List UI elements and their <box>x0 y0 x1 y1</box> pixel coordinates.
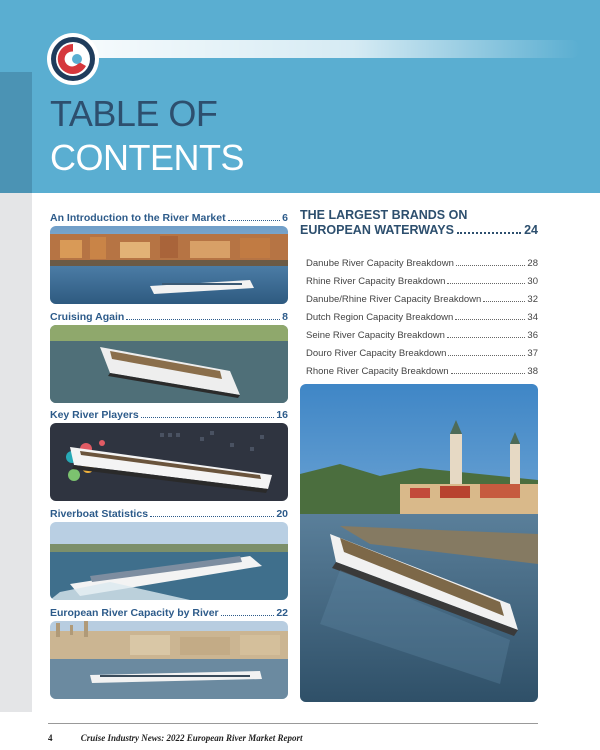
page-footer <box>48 733 303 743</box>
leader-dots <box>456 264 526 266</box>
toc-item-seine[interactable] <box>306 326 538 341</box>
leader-dots <box>457 231 521 234</box>
leader-dots <box>447 282 525 284</box>
toc-entry-label: Riverboat Statistics <box>50 508 149 520</box>
cruise-industry-news-logo-icon <box>46 32 100 86</box>
leader-dots <box>455 318 525 320</box>
toc-item-rhone[interactable] <box>306 362 538 377</box>
toc-entry-label: An Introduction to the River Market <box>50 212 226 224</box>
footer-publication: Cruise Industry News: 2022 European River Market Report <box>80 733 303 743</box>
toc-section-largest-brands[interactable] <box>300 208 538 238</box>
leader-dots <box>141 416 275 418</box>
footer-page-number: 4 <box>48 733 53 743</box>
toc-item-danube-rhine[interactable] <box>306 290 538 305</box>
section-page: 24 <box>524 223 538 237</box>
toc-entry-page: 8 <box>282 311 288 323</box>
left-margin-bar-accent <box>0 72 32 193</box>
toc-item-page: 32 <box>527 294 538 305</box>
toc-item-label: Seine River Capacity Breakdown <box>306 330 445 341</box>
photo-river-cruise-ship-wake <box>50 522 288 600</box>
toc-entry-page: 6 <box>282 212 288 224</box>
toc-item-label: Rhone River Capacity Breakdown <box>306 366 449 377</box>
page-title-line2: CONTENTS <box>50 137 244 178</box>
header-light-streak <box>80 40 580 58</box>
toc-entry-page: 16 <box>276 409 288 421</box>
toc-item-page: 38 <box>527 366 538 377</box>
toc-item-danube[interactable] <box>306 254 538 269</box>
section-title-line2: EUROPEAN WATERWAYS <box>300 223 454 237</box>
toc-item-rhine[interactable] <box>306 272 538 287</box>
toc-item-dutch-region[interactable] <box>306 308 538 323</box>
page-title-line1: TABLE OF <box>50 93 218 134</box>
toc-entry-european-river-capacity[interactable] <box>50 603 288 619</box>
toc-item-douro[interactable] <box>306 344 538 359</box>
toc-entry-introduction[interactable] <box>50 208 288 224</box>
footer-rule <box>48 723 538 724</box>
leader-dots <box>451 372 526 374</box>
leader-dots <box>150 515 274 517</box>
toc-entry-label: European River Capacity by River <box>50 607 219 619</box>
leader-dots <box>448 354 525 356</box>
toc-item-page: 30 <box>527 276 538 287</box>
toc-entry-label: Cruising Again <box>50 311 125 323</box>
section-title-line1: THE LARGEST BRANDS ON <box>300 208 468 222</box>
toc-item-page: 36 <box>527 330 538 341</box>
photo-river-cruise-ship <box>50 325 288 403</box>
toc-item-label: Dutch Region Capacity Breakdown <box>306 312 454 323</box>
toc-entry-label: Key River Players <box>50 409 139 421</box>
toc-entry-riverboat-statistics[interactable] <box>50 504 288 520</box>
toc-entry-cruising-again[interactable] <box>50 307 288 323</box>
leader-dots <box>126 318 280 320</box>
toc-item-page: 37 <box>527 348 538 359</box>
toc-item-page: 34 <box>527 312 538 323</box>
toc-entry-key-river-players[interactable] <box>50 405 288 421</box>
toc-item-label: Rhine River Capacity Breakdown <box>306 276 446 287</box>
leader-dots <box>483 300 525 302</box>
photo-riverside-city <box>50 226 288 304</box>
toc-entry-page: 20 <box>276 508 288 520</box>
leader-dots <box>228 219 281 221</box>
photo-river-cruise-ship-infographic <box>50 423 288 501</box>
photo-passau-river-cruise <box>300 384 538 702</box>
page-title <box>50 92 370 180</box>
toc-entry-page: 22 <box>276 607 288 619</box>
toc-item-page: 28 <box>527 258 538 269</box>
toc-item-label: Danube/Rhine River Capacity Breakdown <box>306 294 482 305</box>
photo-budapest-parliament <box>50 621 288 699</box>
leader-dots <box>221 614 275 616</box>
toc-item-label: Douro River Capacity Breakdown <box>306 348 447 359</box>
toc-item-label: Danube River Capacity Breakdown <box>306 258 454 269</box>
leader-dots <box>447 336 526 338</box>
